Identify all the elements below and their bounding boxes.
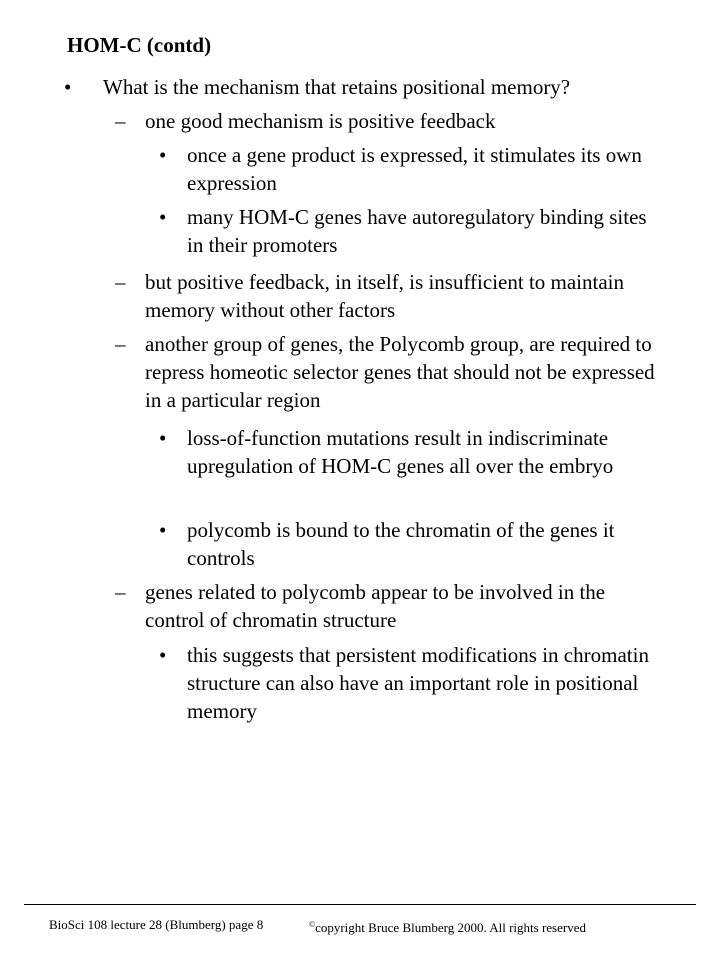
footer-divider bbox=[24, 904, 696, 905]
bullet-text: many HOM-C genes have autoregulatory binding sites in their promoters bbox=[187, 205, 647, 257]
bullet-item bbox=[159, 141, 667, 197]
bullet-text: genes related to polycomb appear to be involved in the control of chromatin structure bbox=[145, 580, 606, 632]
bullet-item bbox=[64, 73, 673, 101]
bullet-marker: • bbox=[159, 205, 167, 229]
bullet-marker: – bbox=[115, 270, 126, 294]
footer-copyright bbox=[309, 917, 586, 936]
bullet-marker: – bbox=[115, 109, 126, 133]
bullet-text: this suggests that persistent modifications in chromatin structure can also have an important role in positional memory bbox=[187, 643, 649, 723]
bullet-item bbox=[159, 424, 667, 480]
bullet-marker: • bbox=[159, 426, 167, 450]
bullet-text: one good mechanism is positive feedback bbox=[145, 109, 496, 133]
footer-page-info: BioSci 108 lecture 28 (Blumberg) page 8 bbox=[49, 917, 264, 932]
bullet-marker: • bbox=[64, 75, 72, 99]
bullet-text: but positive feedback, in itself, is insufficient to maintain memory without other factors bbox=[145, 270, 625, 322]
bullet-item bbox=[115, 107, 665, 135]
bullet-marker: • bbox=[159, 643, 167, 667]
bullet-item bbox=[159, 203, 667, 259]
copyright-symbol: © bbox=[309, 920, 316, 929]
bullet-item bbox=[159, 516, 667, 572]
bullet-item bbox=[159, 641, 667, 725]
bullet-text: What is the mechanism that retains positional memory? bbox=[103, 75, 571, 99]
bullet-marker: – bbox=[115, 332, 126, 356]
bullet-item bbox=[115, 268, 665, 324]
bullet-item bbox=[115, 578, 665, 634]
bullet-text: polycomb is bound to the chromatin of the genes it controls bbox=[187, 518, 615, 570]
bullet-text: once a gene product is expressed, it stimulates its own expression bbox=[187, 143, 642, 195]
bullet-item bbox=[115, 330, 665, 414]
bullet-marker: • bbox=[159, 143, 167, 167]
bullet-text: another group of genes, the Polycomb group, are required to repress homeotic selector genes that should not be expressed in a particular region bbox=[145, 332, 655, 412]
copyright-text: copyright Bruce Blumberg 2000. All rights reserved bbox=[315, 920, 586, 935]
bullet-text: loss-of-function mutations result in indiscriminate upregulation of HOM-C genes all over the embryo bbox=[187, 426, 614, 478]
bullet-marker: • bbox=[159, 518, 167, 542]
page-title: HOM-C (contd) bbox=[67, 33, 212, 57]
bullet-marker: – bbox=[115, 580, 126, 604]
